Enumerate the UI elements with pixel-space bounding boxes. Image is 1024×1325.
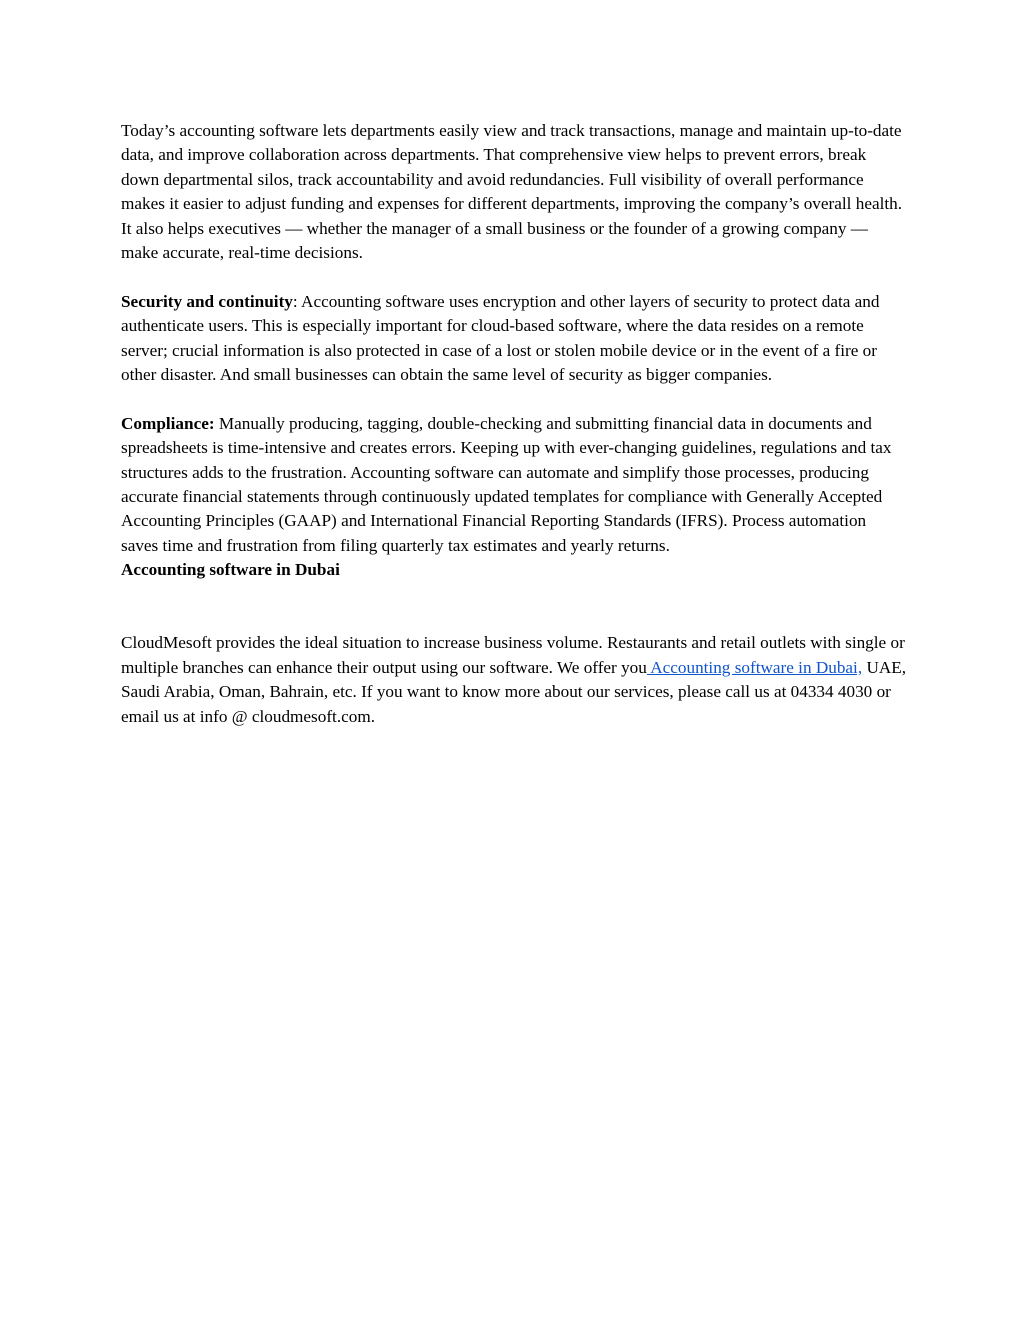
accounting-software-dubai-link[interactable]: Accounting software in Dubai, <box>646 657 863 677</box>
paragraph-closing <box>121 631 907 729</box>
compliance-heading: Compliance: <box>121 413 215 433</box>
security-text: : Accounting software uses encryption and other layers of security to protect data and authenticate users. This is especially important for cloud-based software, where the data resides on a remote server; crucial information is also protected in case of a lost or stolen mobile device or in the event of a fire or other disaster. And small businesses can obtain the same level of security as bigger companies. <box>121 291 880 385</box>
paragraph-compliance <box>121 412 907 558</box>
closing-text-before-link: CloudMesoft provides the ideal situation to increase business volume. Restaurants and retail outlets with single or multiple branches can enhance their output using our software. We offer you <box>121 633 905 677</box>
compliance-text: Manually producing, tagging, double-checking and submitting financial data in documents and spreadsheets is time-intensive and creates errors. Keeping up with ever-changing guidelines, regulations and tax structures adds to the frustration. Accounting software can automate and simplify those processes, producing accurate financial statements through continuously updated templates for compliance with Generally Accepted Accounting Principles (GAAP) and International Financial Reporting Standards (IFRS). Process automation saves time and frustration from filing quarterly tax estimates and yearly returns. <box>121 413 892 555</box>
paragraph-intro: Today’s accounting software lets departments easily view and track transactions, manage and maintain up-to-date data, and improve collaboration across departments. That comprehensive view helps to prevent errors, break down departmental silos, track accountability and avoid redundancies. Full visibility of overall performance makes it easier to adjust funding and expenses for different departments, improving the company’s overall health. It also helps executives — whether the manager of a small business or the founder of a growing company — make accurate, real-time decisions. <box>121 121 903 263</box>
security-heading: Security and continuity <box>121 291 293 311</box>
document-body <box>121 119 907 729</box>
paragraph-spacer <box>121 583 907 632</box>
section-heading: Accounting software in Dubai <box>121 560 340 580</box>
closing-text-after-link: UAE, Saudi Arabia, Oman, Bahrain, etc. If you want to know more about our services, please call us at 04334 4030 or email us at info @ cloudmesoft.com. <box>121 657 907 726</box>
paragraph-spacer <box>121 265 907 289</box>
paragraph-spacer <box>121 387 907 411</box>
paragraph-security <box>121 290 907 388</box>
